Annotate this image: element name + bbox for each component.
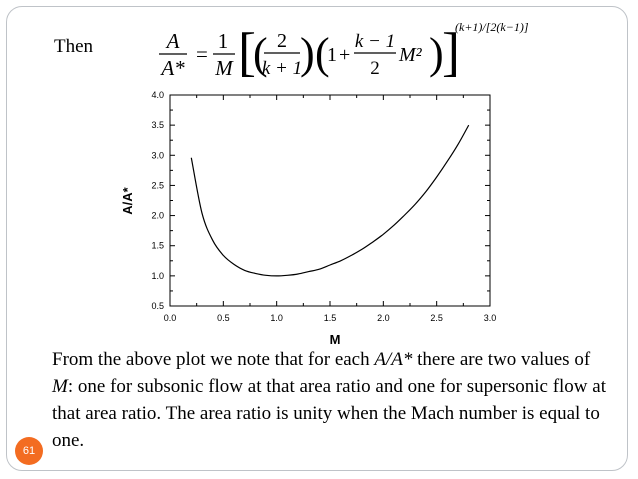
explanation-paragraph — [52, 346, 612, 454]
plot-frame — [170, 95, 490, 306]
formula-coef-den: M — [215, 56, 233, 80]
formula-frac-den: k + 1 — [261, 58, 303, 79]
formula-k-num: k − 1 — [354, 31, 396, 52]
formula-exponent: (k+1)/[2(k−1)] — [455, 20, 529, 34]
y-tick-label: 2.5 — [151, 180, 164, 191]
paragraph-ratio: A/A* — [374, 349, 413, 370]
formula-plus: + — [339, 44, 351, 66]
formula-lhs-num: A — [166, 29, 180, 53]
x-axis-label: M — [329, 332, 341, 347]
x-tick-label: 2.5 — [430, 313, 443, 323]
svg-text:): ) — [300, 29, 315, 78]
formula-k-den: 2 — [370, 58, 380, 79]
y-tick-label: 2.0 — [151, 210, 164, 221]
paragraph-text-2: there are two values of — [412, 349, 591, 370]
slide-number-badge: 61 — [15, 437, 43, 465]
x-tick-label: 0.0 — [163, 313, 177, 323]
y-tick-label: 4.0 — [151, 90, 164, 100]
formula-frac-num: 2 — [277, 30, 287, 52]
y-tick-label: 1.0 — [151, 270, 164, 281]
svg-text:[: [ — [238, 22, 256, 82]
paragraph-text-1: From the above plot we note that for each — [52, 349, 375, 370]
svg-text:]: ] — [442, 22, 460, 82]
area-ratio-curve — [191, 125, 468, 276]
formula-m-sq: M² — [399, 44, 422, 66]
svg-text:): ) — [429, 29, 444, 78]
svg-text:(: ( — [253, 29, 268, 78]
y-tick-label: 0.5 — [151, 301, 164, 311]
chart-axes — [170, 95, 490, 306]
y-tick-label: 3.0 — [151, 150, 164, 161]
then-label: Then — [54, 36, 94, 57]
svg-text:(: ( — [315, 29, 330, 78]
paragraph-mach: M — [52, 376, 68, 397]
y-tick-label: 1.5 — [151, 240, 164, 251]
y-axis-label: A/A* — [120, 187, 135, 215]
paragraph-text-3: : one for subsonic flow at that area ratio and one for supersonic flow at that area ratio. The area ratio is unity when the Mach number is equal to one. — [52, 376, 606, 451]
formula-one: 1 — [327, 44, 337, 66]
chart-ticks — [151, 90, 496, 323]
x-tick-label: 2.0 — [377, 313, 390, 323]
x-tick-label: 1.5 — [323, 313, 337, 323]
y-tick-label: 3.5 — [151, 120, 164, 131]
formula-coef-num: 1 — [217, 29, 229, 53]
svg-text:=: = — [196, 42, 208, 66]
formula-lhs-den: A* — [161, 56, 185, 80]
x-tick-label: 1.0 — [270, 313, 283, 323]
x-tick-label: 0.5 — [217, 313, 230, 323]
x-tick-label: 3.0 — [483, 313, 497, 323]
